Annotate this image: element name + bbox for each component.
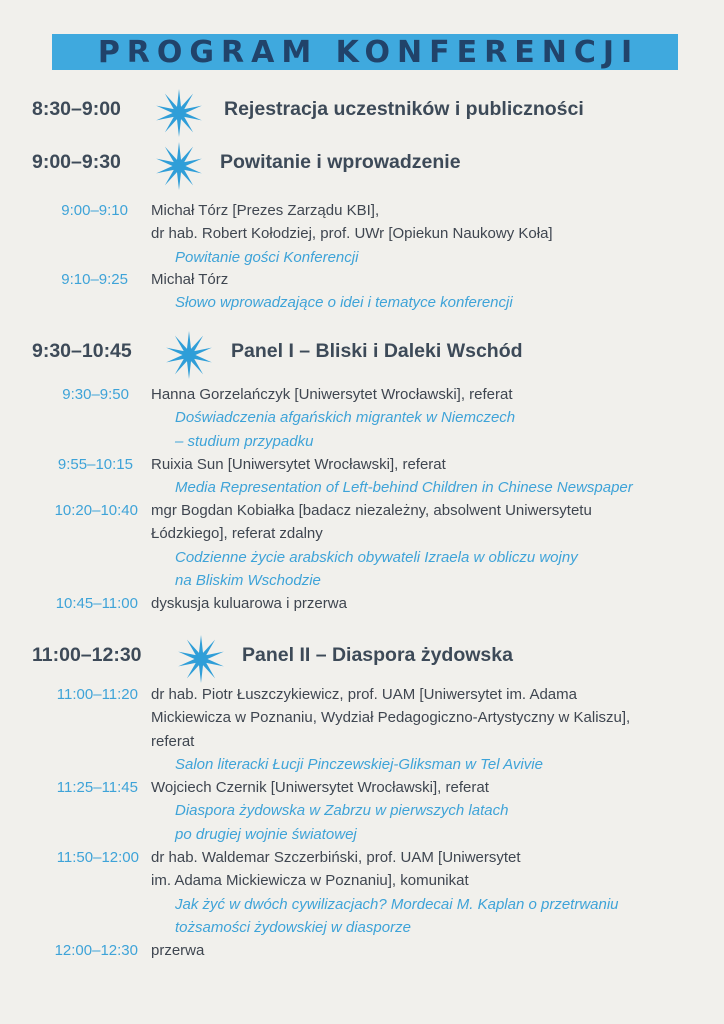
item-speaker: Hanna Gorzelańczyk [Uniwersytet Wrocławski], referat: [151, 386, 513, 403]
star-burst-icon: [176, 634, 226, 684]
item-time: 11:50–12:00: [56, 849, 139, 866]
item-speaker: Ruixia Sun [Uniwersytet Wrocławski], referat: [151, 456, 446, 473]
item-time: 9:30–9:50: [62, 386, 129, 403]
title-banner: [52, 34, 678, 70]
item-speaker: przerwa: [151, 942, 205, 959]
item-topic: po drugiej wojnie światowej: [175, 825, 357, 843]
section-time: 11:00–12:30: [32, 644, 142, 666]
star-burst-icon: [154, 88, 204, 138]
item-speaker: dr hab. Robert Kołodziej, prof. UWr [Opiekun Naukowy Koła]: [151, 225, 553, 243]
section-time: 9:30–10:45: [32, 340, 132, 362]
section-time: 9:00–9:30: [32, 151, 121, 173]
item-speaker: Michał Tórz [Prezes Zarządu KBI],: [151, 202, 380, 219]
section-title: Panel I – Bliski i Daleki Wschód: [231, 340, 523, 362]
item-speaker: im. Adama Mickiewicza w Poznaniu], komunikat: [151, 872, 469, 890]
item-topic: tożsamości żydowskiej w diasporze: [175, 918, 411, 936]
item-speaker: Wojciech Czernik [Uniwersytet Wrocławski], referat: [151, 779, 489, 796]
section-title: Rejestracja uczestników i publiczności: [224, 98, 584, 120]
item-topic: Codzienne życie arabskich obywateli Izraela w obliczu wojny: [175, 548, 578, 566]
item-speaker: Mickiewicza w Poznaniu, Wydział Pedagogiczno-Artystyczny w Kaliszu],: [151, 709, 631, 727]
section-header: [0, 330, 724, 370]
item-speaker: dr hab. Waldemar Szczerbiński, prof. UAM [Uniwersytet: [151, 849, 521, 866]
star-burst-icon: [154, 141, 204, 191]
item-time: 9:10–9:25: [61, 271, 128, 288]
item-speaker: Michał Tórz: [151, 271, 229, 288]
item-topic: Salon literacki Łucji Pinczewskiej-Gliksman w Tel Avivie: [175, 755, 543, 773]
item-speaker: dyskusja kuluarowa i przerwa: [151, 595, 347, 612]
item-topic: Słowo wprowadzające o idei i tematyce konferencji: [175, 294, 513, 312]
item-time: 10:45–11:00: [55, 595, 138, 612]
item-speaker: mgr Bogdan Kobiałka [badacz niezależny, absolwent Uniwersytetu: [151, 502, 592, 519]
section-title: Panel II – Diaspora żydowska: [242, 644, 513, 666]
section-title: Powitanie i wprowadzenie: [220, 151, 461, 173]
item-speaker: dr hab. Piotr Łuszczykiewicz, prof. UAM [Uniwersytet im. Adama: [151, 686, 577, 703]
item-topic: na Bliskim Wschodzie: [175, 571, 321, 589]
item-time: 11:25–11:45: [56, 779, 138, 796]
item-time: 10:20–10:40: [54, 502, 138, 519]
section-header: [0, 88, 724, 128]
item-topic: Doświadczenia afgańskich migrantek w Niemczech: [175, 409, 516, 427]
item-time: 11:00–11:20: [56, 686, 138, 703]
item-time: 9:00–9:10: [61, 202, 128, 219]
item-speaker: referat: [151, 732, 195, 750]
item-topic: Powitanie gości Konferencji: [175, 248, 359, 266]
item-time: 12:00–12:30: [54, 942, 138, 959]
page-title: PROGRAM KONFERENCJI: [97, 34, 640, 70]
item-topic: Media Representation of Left-behind Children in Chinese Newspaper: [175, 479, 633, 497]
section-header: [0, 634, 724, 674]
star-burst-icon: [164, 330, 214, 380]
section-header: [0, 141, 724, 181]
item-time: 9:55–10:15: [57, 456, 133, 473]
item-topic: – studium przypadku: [175, 432, 314, 450]
section-time: 8:30–9:00: [32, 98, 121, 120]
item-topic: Diaspora żydowska w Zabrzu w pierwszych latach: [175, 802, 509, 820]
item-speaker: Łódzkiego], referat zdalny: [151, 525, 323, 543]
item-topic: Jak żyć w dwóch cywilizacjach? Mordecai M. Kaplan o przetrwaniu: [175, 895, 619, 913]
